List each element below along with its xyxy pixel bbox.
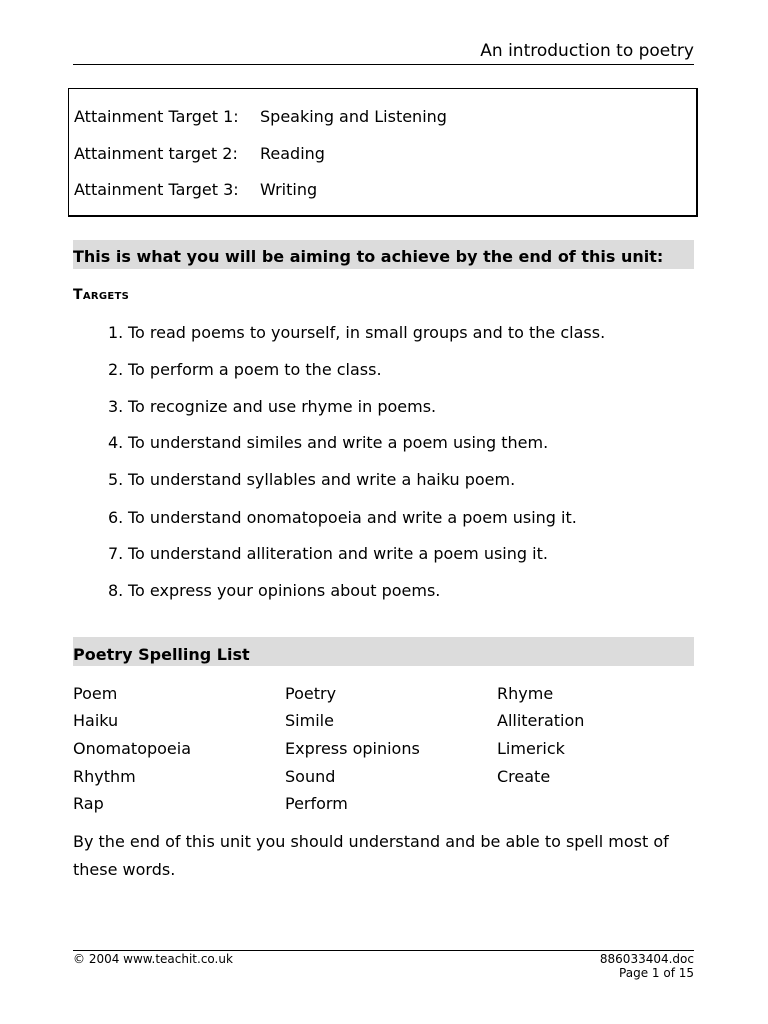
spelling-word: Rhythm — [73, 767, 136, 786]
attainment-label: Attainment Target 1: — [74, 107, 239, 126]
target-item — [108, 581, 440, 600]
spelling-list-banner — [73, 637, 694, 666]
document-title: An introduction to poetry — [480, 41, 694, 61]
target-number: 4. — [108, 433, 124, 452]
spelling-word: Limerick — [497, 739, 565, 758]
target-item — [108, 544, 548, 563]
targets-heading: Targets — [73, 287, 130, 303]
aim-banner — [73, 240, 694, 269]
target-number: 2. — [108, 360, 124, 379]
target-text: To understand similes and write a poem using them. — [128, 433, 549, 452]
spelling-word: Rhyme — [497, 684, 554, 703]
spelling-word: Create — [497, 767, 551, 786]
attainment-label: Attainment Target 3: — [74, 180, 239, 199]
target-item — [108, 470, 515, 489]
footer-filename: 886033404.doc — [599, 952, 694, 966]
footer-divider — [73, 950, 694, 951]
target-number: 6. — [108, 508, 124, 527]
spelling-word: Alliteration — [497, 711, 585, 730]
spelling-word: Simile — [285, 711, 334, 730]
target-item — [108, 508, 577, 527]
target-number: 7. — [108, 544, 124, 563]
target-number: 8. — [108, 581, 124, 600]
spelling-word: Onomatopoeia — [73, 739, 192, 758]
target-text: To understand alliteration and write a poem using it. — [128, 544, 548, 563]
closing-paragraph: By the end of this unit you should understand and be able to spell most of these words. — [73, 832, 669, 879]
attainment-value: Writing — [260, 180, 318, 199]
target-number: 1. — [108, 323, 124, 342]
attainment-label: Attainment target 2: — [74, 144, 238, 163]
target-text: To read poems to yourself, in small groups and to the class. — [128, 323, 606, 342]
aim-banner-text: This is what you will be aiming to achieve by the end of this unit: — [73, 247, 664, 266]
spelling-word: Poem — [73, 684, 118, 703]
attainment-row — [74, 107, 447, 126]
target-text: To understand syllables and write a haiku poem. — [128, 470, 516, 489]
target-text: To perform a poem to the class. — [128, 360, 382, 379]
target-number: 3. — [108, 397, 124, 416]
spelling-word: Haiku — [73, 711, 119, 730]
footer-page-number: Page 1 of 15 — [619, 966, 694, 980]
attainment-value: Speaking and Listening — [260, 107, 447, 126]
spelling-word: Sound — [285, 767, 336, 786]
target-item — [108, 360, 382, 379]
spelling-list-heading: Poetry Spelling List — [73, 645, 250, 664]
attainment-row — [74, 144, 325, 163]
attainment-row — [74, 180, 318, 199]
target-number: 5. — [108, 470, 124, 489]
attainment-targets-box — [68, 88, 698, 217]
spelling-word: Poetry — [285, 684, 337, 703]
target-text: To understand onomatopoeia and write a poem using it. — [128, 508, 577, 527]
footer-meta — [600, 952, 694, 980]
target-text: To recognize and use rhyme in poems. — [128, 397, 437, 416]
target-text: To express your opinions about poems. — [128, 581, 441, 600]
footer-copyright: © 2004 www.teachit.co.uk — [73, 952, 233, 966]
target-item — [108, 433, 548, 452]
target-item — [108, 397, 436, 416]
spelling-word: Perform — [285, 794, 348, 813]
target-item — [108, 323, 605, 342]
page-header — [73, 40, 694, 65]
attainment-value: Reading — [260, 144, 325, 163]
spelling-word: Rap — [73, 794, 104, 813]
spelling-word: Express opinions — [285, 739, 420, 758]
